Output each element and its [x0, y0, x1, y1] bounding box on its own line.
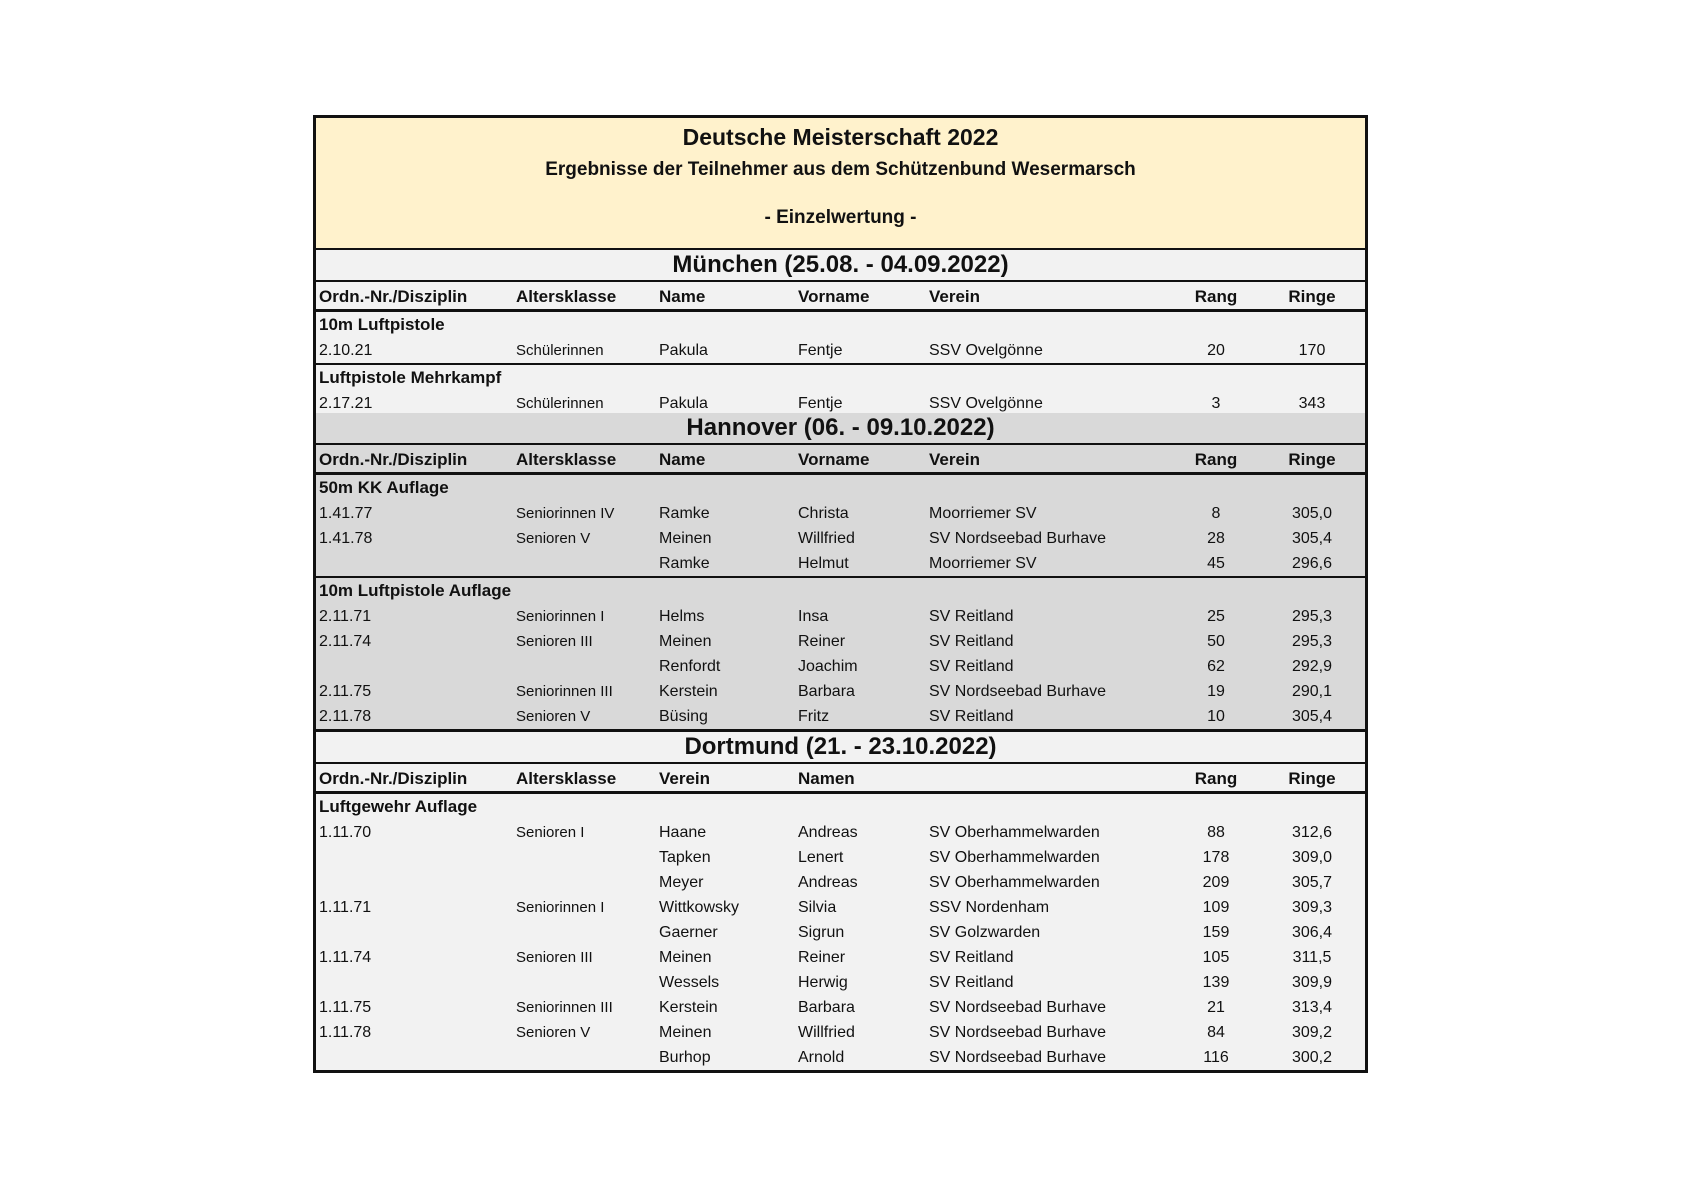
- cell-vorname: Fentje: [798, 342, 843, 359]
- cell-ringe: 306,4: [1291, 924, 1333, 941]
- cell-vorname: Christa: [798, 505, 849, 522]
- discipline-group: [316, 312, 1365, 365]
- cell-vorname: Lenert: [798, 849, 844, 866]
- venue-title: Hannover (06. - 09.10.2022): [316, 413, 1365, 445]
- cell-verein: SV Reitland: [929, 658, 1014, 675]
- venue-title: München (25.08. - 04.09.2022): [316, 250, 1365, 282]
- cell-rang: 45: [1207, 555, 1225, 572]
- discipline-title: [316, 794, 1365, 820]
- cell-klasse: Schülerinnen: [516, 342, 604, 359]
- cell-verein: SV Nordseebad Burhave: [929, 999, 1106, 1016]
- cell-name: Meinen: [659, 1024, 712, 1041]
- cell-ringe: 305,7: [1291, 874, 1333, 891]
- venue-title: Dortmund (21. - 23.10.2022): [316, 732, 1365, 764]
- cell-ringe: 305,4: [1291, 708, 1333, 725]
- cell-name: Tapken: [659, 849, 711, 866]
- discipline-name: Luftgewehr Auflage: [319, 797, 478, 816]
- column-header: Vorname: [798, 450, 870, 469]
- column-header: Ringe: [1288, 287, 1336, 306]
- cell-ringe: 311,5: [1292, 949, 1332, 966]
- cell-vorname: Silvia: [798, 899, 837, 916]
- column-header: Vorname: [798, 287, 870, 306]
- page-subtitle: Ergebnisse der Teilnehmer aus dem Schützenbund Wesermarsch: [545, 159, 1136, 180]
- cell-rang: 84: [1207, 1024, 1225, 1041]
- column-header: Altersklasse: [516, 769, 617, 788]
- cell-verein: Moorriemer SV: [929, 505, 1037, 522]
- column-header: Rang: [1194, 450, 1238, 469]
- cell-nr: 1.11.78: [319, 1024, 372, 1041]
- cell-nr: 2.11.78: [319, 708, 372, 725]
- cell-ringe: 296,6: [1291, 555, 1333, 572]
- cell-rang: 25: [1207, 608, 1225, 625]
- cell-vorname: Helmut: [798, 555, 849, 572]
- cell-vorname: Sigrun: [798, 924, 845, 941]
- discipline-group: [316, 578, 1365, 729]
- cell-verein: Moorriemer SV: [929, 555, 1037, 572]
- cell-nr: 1.11.75: [319, 999, 372, 1016]
- cell-klasse: Seniorinnen III: [516, 999, 613, 1016]
- cell-verein: SV Nordseebad Burhave: [929, 683, 1106, 700]
- cell-nr: 2.10.21: [319, 342, 373, 359]
- column-header: Altersklasse: [516, 450, 617, 469]
- cell-vorname: Reiner: [798, 949, 846, 966]
- cell-verein: SSV Ovelgönne: [929, 395, 1043, 412]
- table-row: [316, 604, 1365, 629]
- cell-name: Haane: [659, 824, 707, 841]
- cell-verein: SV Reitland: [929, 708, 1014, 725]
- table-row: [316, 551, 1365, 576]
- cell-verein: SV Reitland: [929, 608, 1014, 625]
- cell-klasse: Senioren III: [516, 633, 593, 650]
- cell-nr: 2.11.75: [319, 683, 372, 700]
- cell-verein: SV Oberhammelwarden: [929, 874, 1100, 891]
- venue-section: [316, 732, 1365, 1070]
- cell-vorname: Herwig: [798, 974, 848, 991]
- table-row: [316, 1020, 1365, 1045]
- column-header-row: [316, 764, 1365, 794]
- discipline-title: [316, 365, 1365, 391]
- cell-ringe: 309,0: [1291, 849, 1333, 866]
- cell-klasse: Senioren III: [516, 949, 593, 966]
- cell-nr: 1.11.71: [319, 899, 372, 916]
- column-header: Name: [659, 450, 706, 469]
- cell-ringe: 305,4: [1291, 530, 1333, 547]
- cell-rang: 21: [1207, 999, 1225, 1016]
- cell-name: Wittkowsky: [659, 899, 739, 916]
- cell-ringe: 290,1: [1291, 683, 1333, 700]
- cell-vorname: Willfried: [798, 530, 855, 547]
- cell-rang: 209: [1202, 874, 1230, 891]
- cell-vorname: Reiner: [798, 633, 846, 650]
- table-row: [316, 501, 1365, 526]
- table-row: [316, 970, 1365, 995]
- table-row: [316, 820, 1365, 845]
- cell-ringe: 305,0: [1291, 505, 1333, 522]
- cell-ringe: 170: [1298, 342, 1326, 359]
- cell-verein: SV Nordseebad Burhave: [929, 1024, 1106, 1041]
- column-header: Rang: [1194, 769, 1238, 788]
- discipline-name: 10m Luftpistole: [319, 315, 445, 334]
- cell-rang: 178: [1202, 849, 1230, 866]
- cell-klasse: Senioren V: [516, 708, 591, 725]
- column-header: Ordn.-Nr./Disziplin: [319, 769, 468, 788]
- cell-name: Büsing: [659, 708, 708, 725]
- cell-rang: 116: [1203, 1049, 1229, 1066]
- cell-name: Gaerner: [659, 924, 718, 941]
- table-row: [316, 629, 1365, 654]
- page-title: Deutsche Meisterschaft 2022: [682, 124, 999, 150]
- column-header: Altersklasse: [516, 287, 617, 306]
- cell-rang: 8: [1211, 505, 1221, 522]
- cell-vorname: Barbara: [798, 683, 855, 700]
- cell-ringe: 295,3: [1291, 608, 1333, 625]
- cell-klasse: Seniorinnen IV: [516, 505, 615, 522]
- evaluation-mode: - Einzelwertung -: [764, 207, 917, 228]
- cell-name: Kerstein: [659, 683, 718, 700]
- cell-rang: 50: [1207, 633, 1225, 650]
- cell-ringe: 312,6: [1291, 824, 1333, 841]
- discipline-title: [316, 475, 1365, 501]
- cell-verein: SV Golzwarden: [929, 924, 1041, 941]
- discipline-group: [316, 365, 1365, 416]
- cell-nr: 2.11.74: [319, 633, 372, 650]
- cell-vorname: Andreas: [798, 824, 858, 841]
- table-row: [316, 895, 1365, 920]
- cell-rang: 139: [1202, 974, 1230, 991]
- cell-rang: 105: [1202, 949, 1230, 966]
- column-header: Rang: [1194, 287, 1238, 306]
- cell-ringe: 295,3: [1291, 633, 1333, 650]
- cell-verein: SV Reitland: [929, 974, 1014, 991]
- results-sheet: [313, 115, 1368, 1073]
- cell-vorname: Barbara: [798, 999, 855, 1016]
- cell-name: Helms: [659, 608, 705, 625]
- cell-nr: 1.11.74: [319, 949, 372, 966]
- column-header: Namen: [798, 769, 855, 788]
- column-header-row: [316, 282, 1365, 312]
- discipline-title: [316, 312, 1365, 338]
- cell-ringe: 343: [1298, 395, 1326, 412]
- cell-nr: 2.17.21: [319, 395, 373, 412]
- column-header: Ordn.-Nr./Disziplin: [319, 287, 468, 306]
- cell-klasse: Senioren I: [516, 824, 585, 841]
- discipline-name: 50m KK Auflage: [319, 478, 449, 497]
- table-row: [316, 945, 1365, 970]
- table-row: [316, 1045, 1365, 1070]
- cell-vorname: Fritz: [798, 708, 830, 725]
- cell-name: Renfordt: [659, 658, 721, 675]
- cell-vorname: Insa: [798, 608, 829, 625]
- table-row: [316, 526, 1365, 551]
- cell-rang: 62: [1207, 658, 1225, 675]
- discipline-group: [316, 794, 1365, 1070]
- cell-ringe: 309,2: [1291, 1024, 1333, 1041]
- cell-name: Meinen: [659, 949, 712, 966]
- table-row: [316, 704, 1365, 729]
- column-header: Name: [659, 287, 706, 306]
- cell-vorname: Arnold: [798, 1049, 845, 1066]
- cell-klasse: Schülerinnen: [516, 395, 604, 412]
- venue-section: [316, 250, 1365, 419]
- cell-klasse: Senioren V: [516, 1024, 591, 1041]
- cell-rang: 28: [1207, 530, 1225, 547]
- cell-nr: 1.41.78: [319, 530, 373, 547]
- cell-name: Pakula: [659, 395, 708, 412]
- column-header: Ringe: [1288, 450, 1336, 469]
- cell-rang: 109: [1202, 899, 1230, 916]
- cell-rang: 10: [1207, 708, 1225, 725]
- table-row: [316, 995, 1365, 1020]
- cell-rang: 20: [1207, 342, 1225, 359]
- cell-name: Meyer: [659, 874, 704, 891]
- cell-verein: SSV Ovelgönne: [929, 342, 1043, 359]
- cell-name: Kerstein: [659, 999, 718, 1016]
- cell-rang: 159: [1202, 924, 1230, 941]
- column-header: Verein: [659, 769, 711, 788]
- cell-klasse: Senioren V: [516, 530, 591, 547]
- discipline-title: [316, 578, 1365, 604]
- venue-section: [316, 413, 1365, 732]
- discipline-group: [316, 475, 1365, 578]
- cell-name: Ramke: [659, 555, 710, 572]
- cell-vorname: Willfried: [798, 1024, 855, 1041]
- table-row: [316, 920, 1365, 945]
- column-header: Verein: [929, 450, 981, 469]
- cell-vorname: Joachim: [798, 658, 858, 675]
- table-row: [316, 845, 1365, 870]
- cell-verein: SV Reitland: [929, 949, 1014, 966]
- cell-ringe: 309,9: [1291, 974, 1333, 991]
- cell-klasse: Seniorinnen III: [516, 683, 613, 700]
- cell-ringe: 300,2: [1291, 1049, 1333, 1066]
- column-header: Ordn.-Nr./Disziplin: [319, 450, 468, 469]
- cell-klasse: Seniorinnen I: [516, 608, 605, 625]
- cell-name: Wessels: [659, 974, 720, 991]
- cell-rang: 19: [1207, 683, 1225, 700]
- cell-verein: SV Oberhammelwarden: [929, 849, 1100, 866]
- column-header: Verein: [929, 287, 981, 306]
- cell-vorname: Andreas: [798, 874, 858, 891]
- cell-name: Burhop: [659, 1049, 711, 1066]
- cell-verein: SV Oberhammelwarden: [929, 824, 1100, 841]
- table-row: [316, 654, 1365, 679]
- table-row: [316, 679, 1365, 704]
- cell-nr: 2.11.71: [319, 608, 372, 625]
- cell-vorname: Fentje: [798, 395, 843, 412]
- table-row: [316, 338, 1365, 363]
- cell-ringe: 309,3: [1291, 899, 1333, 916]
- title-banner: [316, 118, 1365, 251]
- cell-verein: SSV Nordenham: [929, 899, 1050, 916]
- cell-name: Meinen: [659, 530, 712, 547]
- cell-name: Ramke: [659, 505, 710, 522]
- cell-nr: 1.41.77: [319, 505, 373, 522]
- cell-nr: 1.11.70: [319, 824, 372, 841]
- cell-verein: SV Reitland: [929, 633, 1014, 650]
- cell-verein: SV Nordseebad Burhave: [929, 530, 1106, 547]
- cell-name: Pakula: [659, 342, 708, 359]
- cell-ringe: 313,4: [1291, 999, 1333, 1016]
- discipline-name: Luftpistole Mehrkampf: [319, 368, 502, 387]
- cell-name: Meinen: [659, 633, 712, 650]
- discipline-name: 10m Luftpistole Auflage: [319, 581, 512, 600]
- cell-ringe: 292,9: [1291, 658, 1333, 675]
- cell-klasse: Seniorinnen I: [516, 899, 605, 916]
- column-header-row: [316, 445, 1365, 475]
- cell-rang: 3: [1211, 395, 1221, 412]
- table-row: [316, 870, 1365, 895]
- cell-rang: 88: [1207, 824, 1225, 841]
- column-header: Ringe: [1288, 769, 1336, 788]
- cell-verein: SV Nordseebad Burhave: [929, 1049, 1106, 1066]
